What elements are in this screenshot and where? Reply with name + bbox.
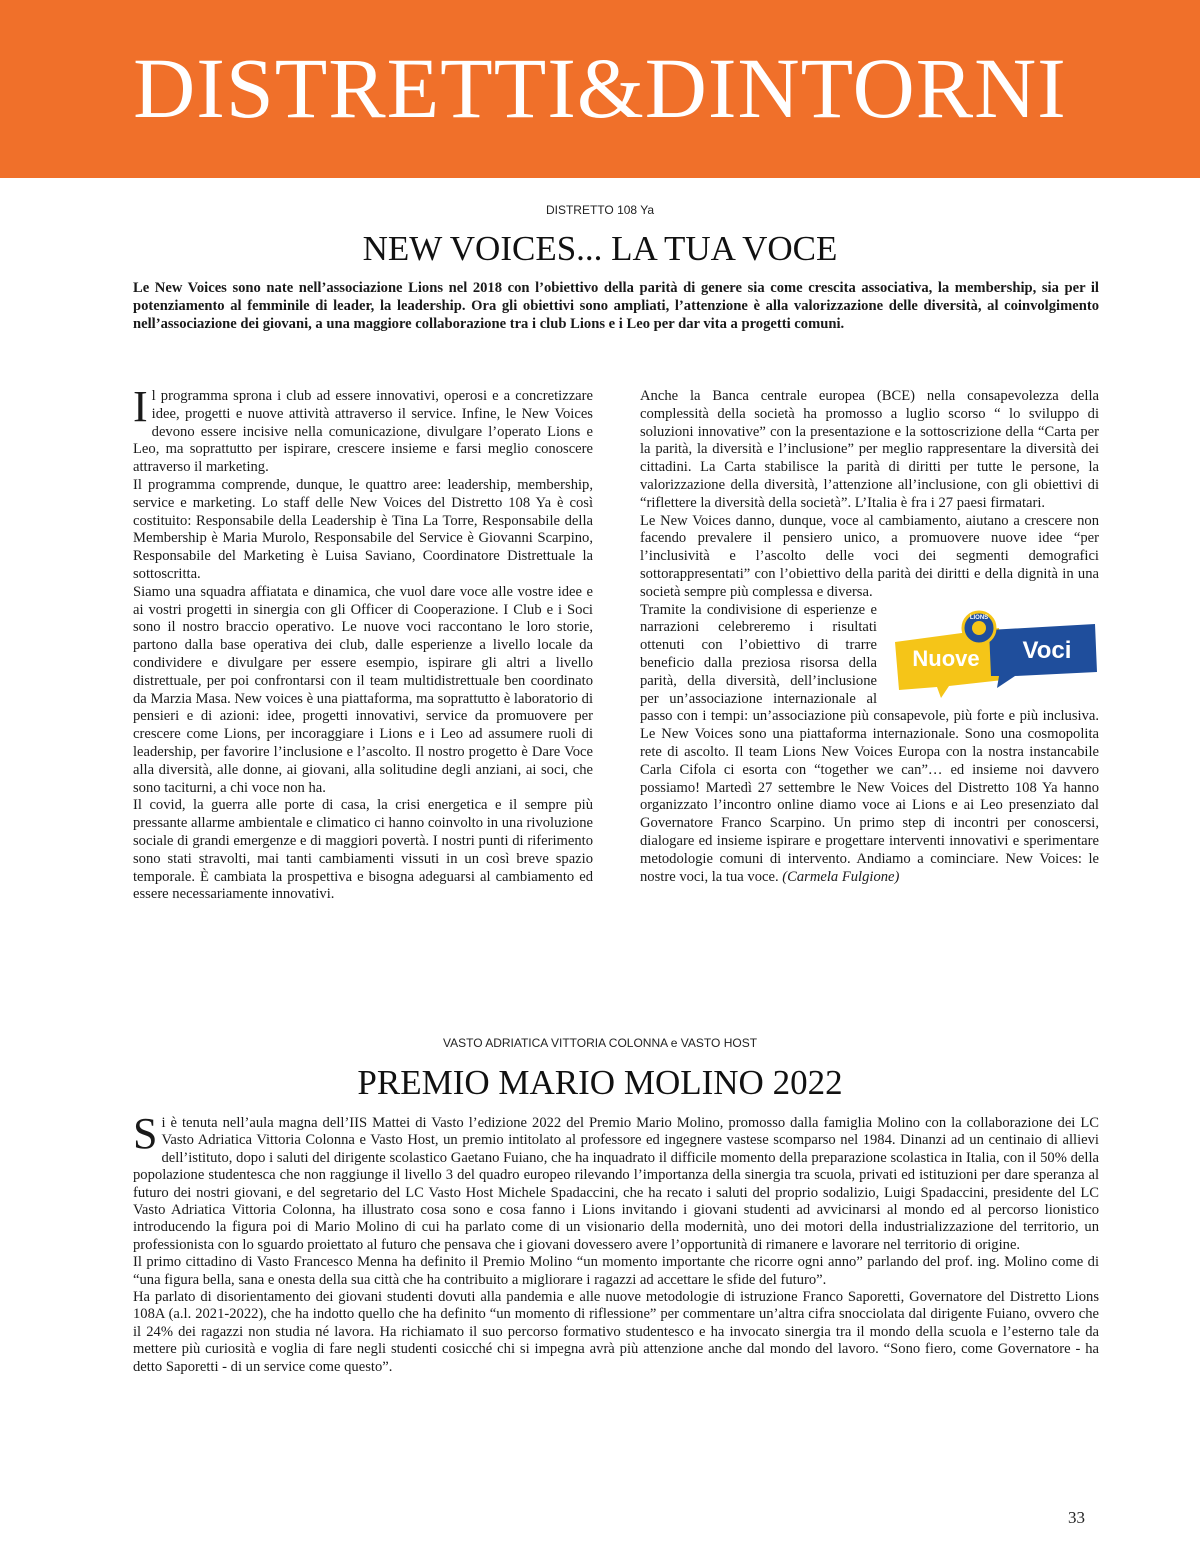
article1-paragraph-1-text: l programma sprona i club ad essere innovativi, operosi e a concretizzare idee, progetti e nuove attività attraverso il service. Infine, le New Voices devono essere incisive nella comunicazione, divulgare l’operato Lions e Leo, ma soprattutto per ispirare, crescere insieme e farsi meglio conoscere attraverso il marketing. xyxy=(133,388,593,476)
article1-paragraph-7-text: Tramite la condivisione di esperienze e narrazioni celebreremo i risultati ottenuti con l’obiettivo di trarre beneficio dalla preziosa risorsa della parità, della diversità, dell’inclusione per un’associazione internazionale al passo con i tempi: un’associazione più consapevole, più forte e più inclusiva. Le New Voices sono una piattaforma internazionale. Sono una cosmopolita rete di ascolto. Il team Lions New Voices Europa con la nostra instancabile Carla Cifola ci esorta con “together we can”… ed insieme noi davvero possiamo! Martedì 27 settembre le New Voices del Distretto 108 Ya hanno organizzato l’incontro online diamo voce ai Lions e ai Leo presenziato dal Governatore Franco Scarpino. Un primo step di incontri per conoscersi, dialogare ed insieme ispirare e progettare interventi innovativi e sperimentare metodologie comuni di intervento. Andiamo a cominciare. New Voices: le nostre voci, la tua voce. xyxy=(640,601,1099,885)
article1-paragraph-1 xyxy=(133,382,593,477)
new-voices-logo xyxy=(891,610,1099,698)
section-title: DISTRETTI&DINTORNI xyxy=(133,40,1067,136)
logo-word-left: Nuove xyxy=(912,645,980,671)
article1-kicker: DISTRETTO 108 Ya xyxy=(545,203,655,217)
article1-column-left xyxy=(133,382,593,904)
article2-headline: PREMIO MARIO MOLINO 2022 xyxy=(357,1063,843,1102)
article1-paragraph-3: Siamo una squadra affiatata e dinamica, che vuol dare voce alle vostre idee e ai vostri progetti in sinergia con gli Officer di Cooperazione. I Club e i Soci sono il nostro braccio operativo. Le nuove voci raccontano le loro storie, partono dalla base operativa dei club, dalle esperienze a livello locale da condividere e divulgare per essere esempio, ispirare gli altri a livello distrettuale, per poi confrontarsi con il team multidistrettuale ben coordinato da Marzia Masa. New voices è una piattaforma, ma soprattutto è laboratorio di pensieri e di azioni: idee, progetti innovativi, service da promuovere per crescere come Lions, per incoraggiare i Lions e i Leo ad assumere ruoli di leadership, per favorire l’inclusione e l’ascolto. Il nostro progetto è Dare Voce alla diversità, alle donne, ai giovani, alla solitudine degli anziani, ai soci, che sono taciturni, a chi voce non ha. xyxy=(133,583,593,796)
page-number: 33 xyxy=(1068,1508,1085,1527)
section-banner xyxy=(0,0,1200,178)
article1-dropcap: I xyxy=(133,382,148,431)
article1-headline: NEW VOICES... LA TUA VOCE xyxy=(362,229,838,268)
article2-dropcap: S xyxy=(133,1109,158,1158)
article1-paragraph-5: Anche la Banca centrale europea (BCE) nella consapevolezza della complessità della società ha promosso a luglio scorso “ lo sviluppo di soluzioni innovative” con la presentazione e la sottoscrizione della “Carta per la parità, la diversità e l’inclusione” per meglio rappresentare la diversità dei cittadini. La Carta stabilisce la parità di diritti per tutte le persone, la valorizzazione della diversità, l’attenzione all’inclusione, con gli obiettivi di “riflettere la diversità della società”. L’Italia è fra i 27 paesi firmatari. xyxy=(640,388,1099,511)
article1-lead: Le New Voices sono nate nell’associazione Lions nel 2018 con l’obiettivo della parità di genere sia come crescita associativa, la membership, sia per il potenziamento al femminile di leader, la leadership. Ora gli obiettivi sono ampliati, l’attenzione è alla valorizzazione delle diversità, al coinvolgimento nell’associazione dei giovani, a una maggiore collaborazione tra i club Lions e i Leo per dar vita a progetti comuni. xyxy=(133,280,1099,332)
article1-signature: (Carmela Fulgione) xyxy=(782,868,900,885)
article1-paragraph-6: Le New Voices danno, dunque, voce al cambiamento, aiutano a crescere non facendo prevalere il pensiero unico, a promuovere nuove idee “per l’inclusività e l’ascolto delle voci dei segmenti demografici sottorappresentati” con l’obiettivo della parità dei diritti e della dignità in una società sempre più complessa e diversa. xyxy=(640,512,1099,600)
article2-kicker: VASTO ADRIATICA VITTORIA COLONNA e VASTO HOST xyxy=(442,1036,758,1050)
article1-paragraph-2: Il programma comprende, dunque, le quattro aree: leadership, membership, service e marketing. Lo staff delle New Voices del Distretto 108 Ya è così costituito: Responsabile della Leadership è Tina La Torre, Responsabile della Membership è Maria Murolo, Responsabile del Service è Giovanni Scarpino, Responsabile del Marketing è Luisa Saviano, Coordinatore Distrettuale la sottoscritta. xyxy=(133,476,593,582)
article1-paragraph-4: Il covid, la guerra alle porte di casa, la crisi energetica e il sempre più pressante allarme ambientale e climatico ci hanno coinvolto in una rivoluzione sociale di grandi emergenze e di maggiori povertà. I nostri punti di riferimento sono stati stravolti, mai tanti cambiamenti vissuti in un così breve spazio temporale. È cambiata la prospettiva e bisogna adeguarsi al cambiamento ed essere necessariamente innovativi. xyxy=(133,797,593,903)
logo-emblem-text: LIONS xyxy=(969,614,989,621)
logo-word-right: Voci xyxy=(1022,636,1072,664)
article1-paragraph-7 xyxy=(640,602,1099,887)
article2-paragraph-3: Ha parlato di disorientamento dei giovani studenti dovuti alla pandemia e alle nuove metodologie di istruzione Franco Saporetti, Governatore del Distretto Lions 108A (a.l. 2021-2022), che ha indotto quello che ha definito “un momento di riflessione” per commentare un’altra cifra snocciolata dal dirigente Fuiano, ovvero che il 24% dei ragazzi non studia né lavora. Ha richiamato il suo percorso formativo studentesco e ha invocato sinergia tra il mondo della scuola e l’esterno tale da mettere più curiosità e voglia di fare negli studenti cosicché chi si impegna avrà più attenzione anche dal mondo del lavoro. “Sono fiero, come Governatore - ha detto Saporetti - di un service come questo”. xyxy=(133,1289,1099,1375)
article2-paragraph-2: Il primo cittadino di Vasto Francesco Menna ha definito il Premio Molino “un momento importante che ricorre ogni anno” parlando del prof. ing. Molino come di “una figura bella, sana e onesta della sua città che ha contribuito a migliorare i ragazzi ad accettare le sfide del futuro”. xyxy=(133,1254,1099,1288)
article2-paragraph-1 xyxy=(133,1109,1099,1254)
article2-body xyxy=(133,1109,1099,1376)
lions-emblem-center xyxy=(972,621,986,635)
article1-column-right xyxy=(640,388,1099,886)
article2-paragraph-1-text: i è tenuta nell’aula magna dell’IIS Mattei di Vasto l’edizione 2022 del Premio Mario Molino, promosso dalla famiglia Molino con la collaborazione dei LC Vasto Adriatica Vittoria Colonna e Vasto Host, un premio intitolato al professore ed ingegnere vastese scomparso nel 1984. Dinanzi ad un centinaio di allievi dell’istituto, dopo i saluti del dirigente scolastico Gaetano Fuiano, che ha inquadrato il difficile momento della preparazione scolastica in Italia, con il 50% della popolazione studentesca che non raggiunge il livello 3 del quadro europeo rilevando l’importanza della sinergia tra scuola, privati ed istituzioni per dare speranza al futuro dei nostri giovani, e del segretario del LC Vasto Host Michele Spadaccini, che ha recato i saluti del proprio sodalizio, Luigi Spadaccini, presidente del LC Vasto Adriatica Vittoria Colonna, ha illustrato cosa sono e cosa fanno i Lions invitando i giovani studenti ad avvicinarsi al mondo ed al percorso lionistico introducendo la figura poi di Mario Molino di cui ha parlato come di un visionario della modernità, uno dei motori della industrializzazione del territorio, un professionista con lo sguardo proiettato al futuro che pensava che i giovani dovessero avere l’opportunità di rimanere e lavorare nel territorio di origine. xyxy=(133,1115,1099,1253)
